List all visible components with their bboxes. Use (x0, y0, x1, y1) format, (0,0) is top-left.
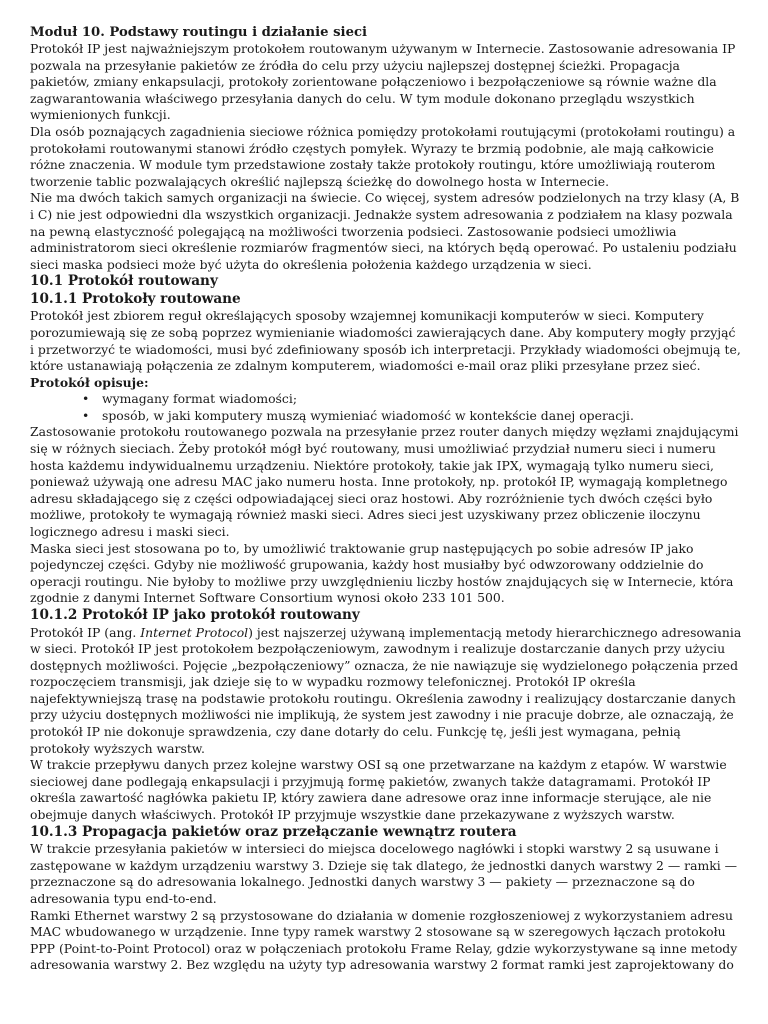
ip-description-text: ) jest najszerzej używaną implementacją metody hierarchicznego adresowania w sieci. Protokół IP jest protokołem bezpołączeniowym, zawodnym i realizuje dostarczanie danych przy użyciu dostępnych możliwości. Pojęcie „bezpołączeniowy” oznacza, że nie nawiązuje się wydzielonego połączenia przed rozpoczęciem transmisji, jak dzieje się to w wypadku rozmowy telefonicznej. Protokół IP określa najefektywniejszą trasę na podstawie protokołu routingu. Określenia zawodny i realizujący dostarczanie danych przy użyciu dostępnych możliwości nie implikują, że system jest zawodny i nie pracuje dobrze, ale oznaczają, że protokół IP nie dokonuje sprawdzenia, czy dane dotarły do celu. Funkcję tę, jeśli jest wymagana, pełnią protokoły wyższych warstw. (30, 624, 742, 756)
section-10-1-3-paragraph-2: Ramki Ethernet warstwy 2 są przystosowane do działania w domenie rozgłoszeniowej z wykorzystaniem adresu MAC wbudowanego w urządzenie. Inne typy ramek warstwy 2 stosowane są w szeregowych łączach protokołu PPP (Point-to-Point Protocol) oraz w połączeniach protokołu Frame Relay, gdzie wykorzystywane są inne metody adresowania warstwy 2. Bez względu na użyty typ adresowania warstwy 2 format ramki jest zaprojektowany do (30, 907, 738, 973)
section-10-1-3-paragraph-1: W trakcie przesyłania pakietów w intersieci do miejsca docelowego nagłówki i stopki warstwy 2 są usuwane i zastępowane w każdym urządzeniu warstwy 3. Dzieje się tak dlatego, że jednostki danych warstwy 2 — ramki — przeznaczone są do adresowania lokalnego. Jednostki danych warstwy 3 — pakiety — przeznaczone są do adresowania typu end-to-end. (30, 841, 738, 906)
bullet-icon: • (82, 407, 90, 423)
list-item (82, 408, 742, 425)
section-10-1-1-paragraph-2: Zastosowanie protokołu routowanego pozwala na przesyłanie przez router danych między węzłami znajdującymi się w różnych sieciach. Żeby protokół mógł być routowany, musi umożliwiać przydział numeru sieci i numeru hosta każdemu indywidualnemu urządzeniu. Niektóre protokoły, takie jak IPX, wymagają tylko numeru sieci, ponieważ używają one adresu MAC jako numeru hosta. Inne protokoły, np. protokół IP, wymagają kompletnego adresu składającego się z części odpowiadającej sieci oraz hostowi. Aby rozróżnienie tych dwóch części było możliwe, protokoły te wymagają również maski sieci. Adres sieci jest uzyskiwany przez obliczenie iloczynu logicznego adresu i maski sieci. (30, 424, 739, 540)
section-10-1-2-paragraph-1 (30, 625, 742, 758)
section-10-1-1-paragraph-1: Protokół jest zbiorem reguł określających sposoby wzajemnej komunikacji komputerów w sieci. Komputery porozumiewają się ze sobą poprzez wymienianie wiadomości zawierających dane. Aby komputery mogły przyjąć i przetworzyć te wiadomości, musi być zdefiniowany sposób ich interpretacji. Przykłady wiadomości obejmują te, które ustanawiają połączenia ze zdalnym komputerem, wiadomości e-mail oraz pliki przesyłane przez sieć. (30, 308, 741, 374)
section-10-1-1-paragraph-3: Maska sieci jest stosowana po to, by umożliwić traktowanie grup następujących po sobie adresów IP jako pojedynczej części. Gdyby nie możliwość grupowania, każdy host musiałby być odwzorowany oddzielnie do operacji routingu. Nie byłoby to możliwe przy uwzględnieniu liczby hostów znajdujących się w Internecie, która zgodnie z danymi Internet Software Consortium wynosi około 233 101 500. (30, 540, 734, 606)
page-title: Moduł 10. Podstawy routingu i działanie sieci (30, 25, 367, 40)
section-heading-10-1-3: 10.1.3 Propagacja pakietów oraz przełączanie wewnątrz routera (30, 823, 517, 840)
section-10-1-2-paragraph-2: W trakcie przepływu danych przez kolejne warstwy OSI są one przetwarzane na każdym z etapów. W warstwie sieciowej dane podlegają enkapsulacji i przyjmują formę pakietów, zwanych także datagramami. Protokół IP określa zawartość nagłówka pakietu IP, który zawiera dane adresowe oraz inne informacje sterujące, ale nie obejmuje danych właściwych. Protokół IP przyjmuje wszystkie dane przekazywane z wyższych warstw. (30, 757, 727, 823)
intro-paragraph-3: Nie ma dwóch takich samych organizacji na świecie. Co więcej, system adresów podzielonych na trzy klasy (A, B i C) nie jest odpowiedni dla wszystkich organizacji. Jednakże system adresowania z podziałem na klasy pozwala na pewną elastyczność polegającą na możliwości tworzenia podsieci. Zastosowanie podsieci umożliwia administratorom sieci określenie rozmiarów fragmentów sieci, na których będą operować. Po ustaleniu podziału sieci maska podsieci może być użyta do określenia położenia każdego urządzenia w sieci. (30, 190, 740, 272)
protocol-describes-label: Protokół opisuje: (30, 374, 149, 390)
internet-protocol-term: Internet Protocol (140, 624, 249, 640)
intro-paragraph-1: Protokół IP jest najważniejszym protokołem routowanym używanym w Internecie. Zastosowanie adresowania IP pozwala na przesyłanie pakietów ze źródła do celu przy użyciu najlepszej dostępnej ścieżki. Propagacja pakietów, zmiany enkapsulacji, protokoły zorientowane połączeniowo i bezpołączeniowe są równie ważne dla zagwarantowania właściwego przesyłania danych do celu. W tym module dokonano przeglądu wszystkich wymienionych funkcji. (30, 41, 736, 123)
list-item (82, 391, 742, 408)
section-heading-10-1-1: 10.1.1 Protokoły routowane (30, 290, 241, 307)
section-heading-10-1-2: 10.1.2 Protokół IP jako protokół routowany (30, 607, 360, 623)
intro-paragraph-2: Dla osób poznających zagadnienia sieciowe różnica pomiędzy protokołami routującymi (protokołami routingu) a protokołami routowanymi stanowi źródło częstych pomyłek. Wyrazy te brzmią podobnie, ale mają całkowicie różne znaczenia. W module tym przedstawione zostały także protokoły routingu, które umożliwiają routerom tworzenie tablic pozwalających określić najlepszą ścieżkę do dowolnego hosta w Internecie. (30, 123, 736, 189)
ip-intro-text: Protokół IP (ang. (30, 624, 141, 640)
section-heading-10-1: 10.1 Protokół routowany (30, 273, 218, 290)
bullet-icon: • (82, 391, 90, 407)
list-item-text: wymagany format wiadomości; (102, 391, 297, 407)
protocol-describes-list (30, 391, 742, 424)
list-item-text: sposób, w jaki komputery muszą wymieniać wiadomość w kontekście danej operacji. (102, 407, 634, 423)
